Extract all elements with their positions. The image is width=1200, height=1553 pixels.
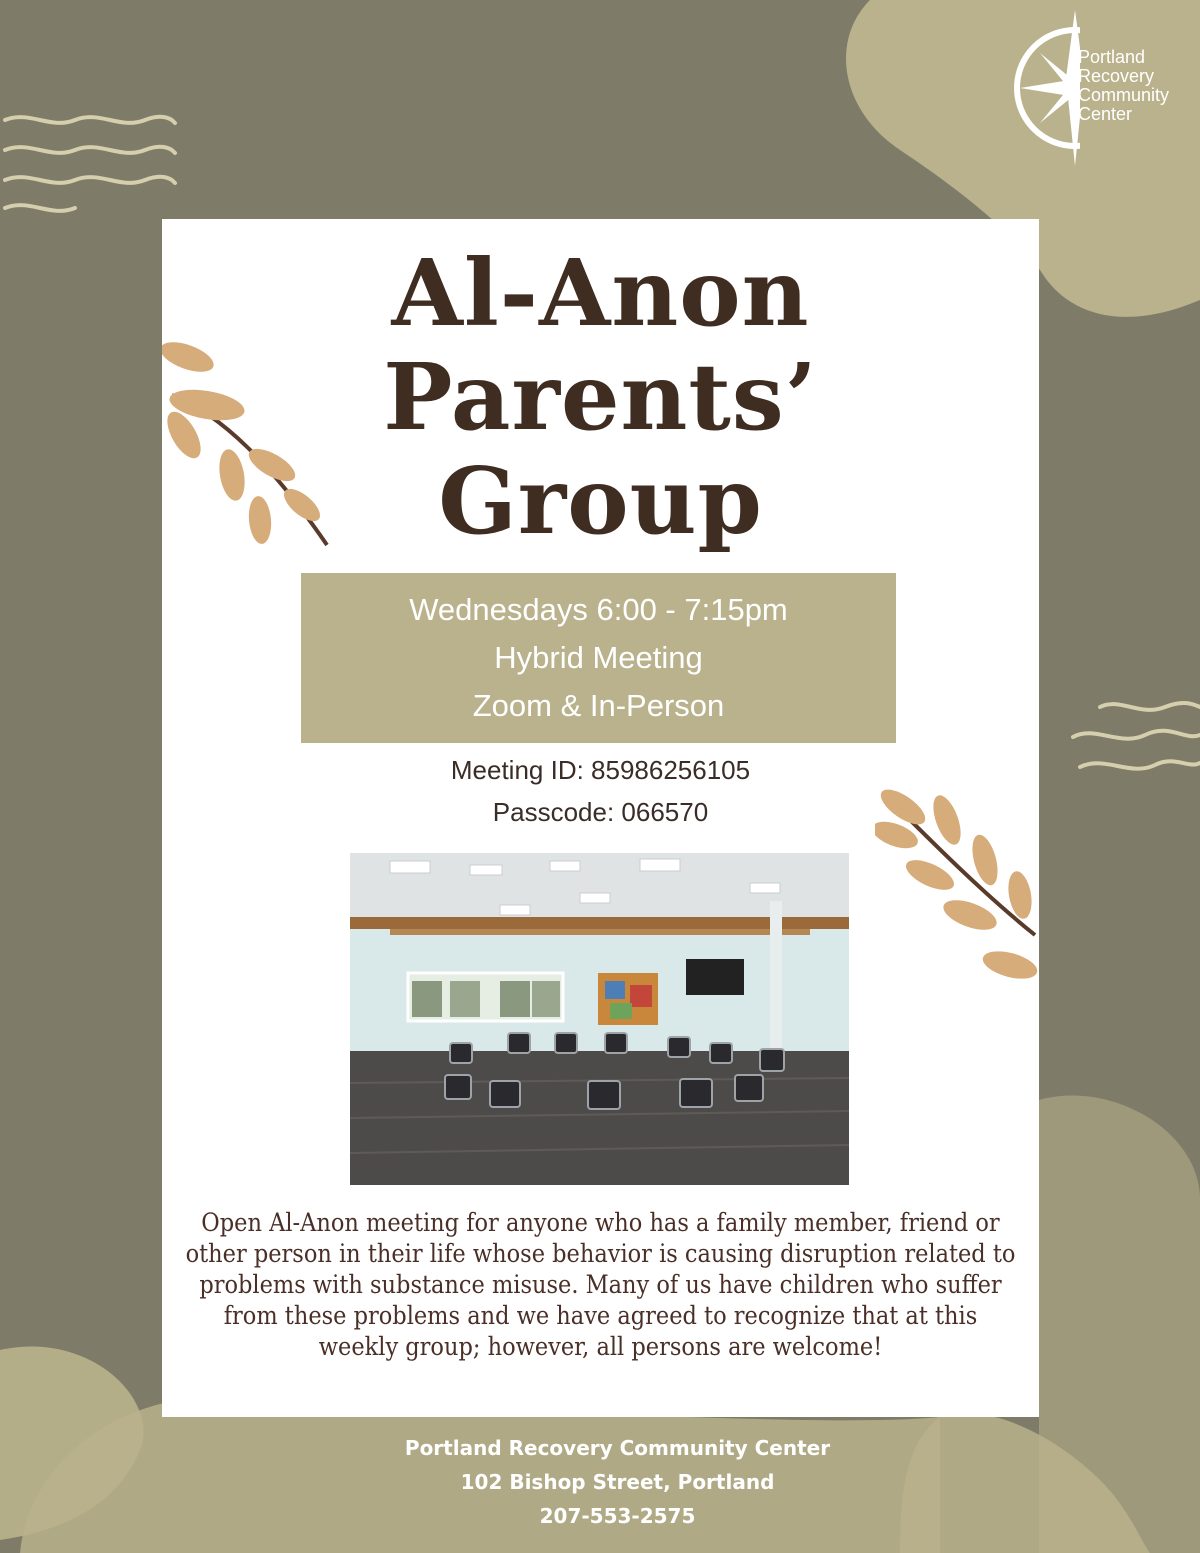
footer-address: 102 Bishop Street, Portland: [460, 1470, 775, 1494]
meeting-description: Open Al-Anon meeting for anyone who has a family member, friend or other person in their life whose behavior is causing disruption related to problems with substance misuse. Many of us have children who suffer from these problems and we have agreed to recognize that at this weekly group; however, all persons are welcome!: [185, 1208, 1016, 1361]
footer-organization: Portland Recovery Community Center: [404, 1436, 831, 1460]
logo-line-2: Recovery: [1078, 66, 1155, 86]
compass-icon: [1000, 8, 1080, 168]
meeting-room-photo: [350, 853, 849, 1185]
passcode: Passcode: 066570: [492, 797, 709, 827]
title-line-2: Parents’: [383, 343, 818, 451]
schedule-format: Hybrid Meeting: [494, 640, 703, 675]
meeting-id: Meeting ID: 85986256105: [450, 755, 751, 785]
logo-line-3: Community: [1078, 85, 1170, 105]
footer-phone[interactable]: 207-553-2575: [539, 1504, 696, 1528]
wave-decoration-left: [0, 105, 180, 215]
schedule-time: Wednesdays 6:00 - 7:15pm: [409, 592, 788, 627]
contact-footer: [0, 1431, 1200, 1533]
logo-line-1: Portland: [1078, 47, 1146, 67]
organization-logo: [1000, 8, 1195, 168]
schedule-box: [301, 573, 896, 743]
logo-wordmark: [1078, 48, 1169, 124]
wave-decoration-right: [1070, 695, 1200, 790]
leaf-branch-left-icon: [162, 335, 337, 550]
logo-line-4: Center: [1078, 104, 1133, 124]
title-line-3: Group: [438, 447, 763, 555]
leaf-branch-right-icon: [875, 785, 1040, 995]
title-line-1: Al-Anon: [391, 239, 810, 347]
schedule-location: Zoom & In-Person: [472, 688, 725, 723]
